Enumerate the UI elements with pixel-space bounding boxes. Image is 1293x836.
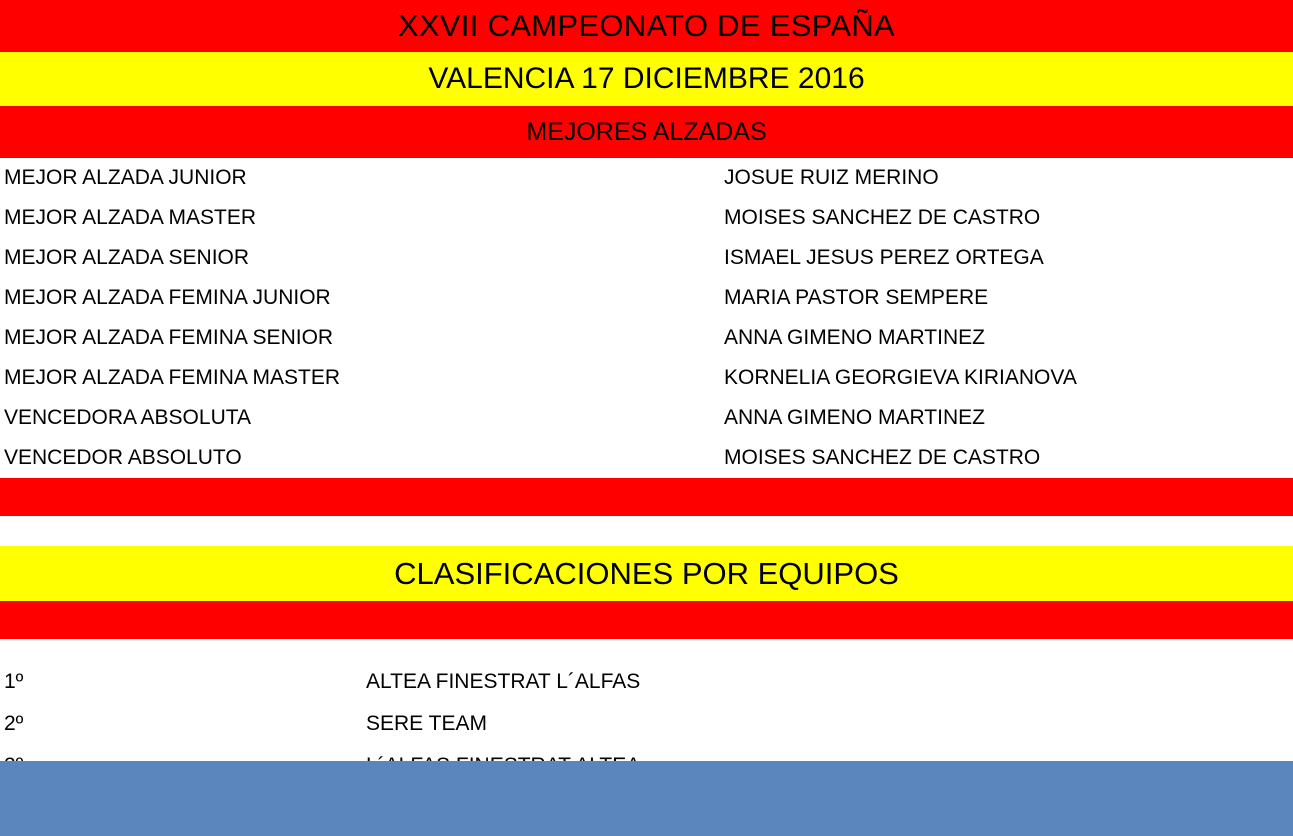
table-row [0,318,1293,358]
divider-red-upper [0,478,1293,516]
award-winner: ISMAEL JESUS PEREZ ORTEGA [724,246,1044,269]
table-row [0,278,1293,318]
award-winner: JOSUE RUIZ MERINO [724,166,939,189]
award-label: MEJOR ALZADA SENIOR [4,246,250,269]
table-row [0,438,1293,478]
championship-title: XXVII CAMPEONATO DE ESPAÑA [0,0,1293,52]
award-label: MEJOR ALZADA FEMINA JUNIOR [4,286,331,309]
award-winner: KORNELIA GEORGIEVA KIRIANOVA [724,366,1077,389]
award-label: MEJOR ALZADA FEMINA MASTER [4,366,341,389]
award-label: VENCEDOR ABSOLUTO [4,446,242,469]
award-winner: MOISES SANCHEZ DE CASTRO [724,206,1041,229]
award-winner: ANNA GIMENO MARTINEZ [724,406,985,429]
award-winner: MOISES SANCHEZ DE CASTRO [724,446,1041,469]
divider-red-lower [0,601,1293,639]
table-row [0,358,1293,398]
divider-white-lower [0,639,1293,661]
teams-ranking-heading: CLASIFICACIONES POR EQUIPOS [0,546,1293,601]
team-position: 2º [4,712,24,735]
table-row [0,158,1293,198]
team-name: SERE TEAM [366,712,487,735]
table-row [0,238,1293,278]
best-lifts-heading: MEJORES ALZADAS [0,106,1293,158]
award-label: MEJOR ALZADA JUNIOR [4,166,247,189]
award-label: MEJOR ALZADA FEMINA SENIOR [4,326,334,349]
footer-band [0,761,1293,836]
championship-subtitle: VALENCIA 17 DICIEMBRE 2016 [0,52,1293,106]
table-row [0,661,1293,703]
team-name: ALTEA FINESTRAT L´ALFAS [366,670,641,693]
award-winner: MARIA PASTOR SEMPERE [724,286,989,309]
table-row [0,398,1293,438]
table-row [0,703,1293,745]
best-lifts-table [0,158,1293,478]
award-label: VENCEDORA ABSOLUTA [4,406,252,429]
award-winner: ANNA GIMENO MARTINEZ [724,326,985,349]
team-position: 1º [4,670,24,693]
divider-white-upper [0,516,1293,546]
table-row [0,198,1293,238]
award-label: MEJOR ALZADA MASTER [4,206,257,229]
